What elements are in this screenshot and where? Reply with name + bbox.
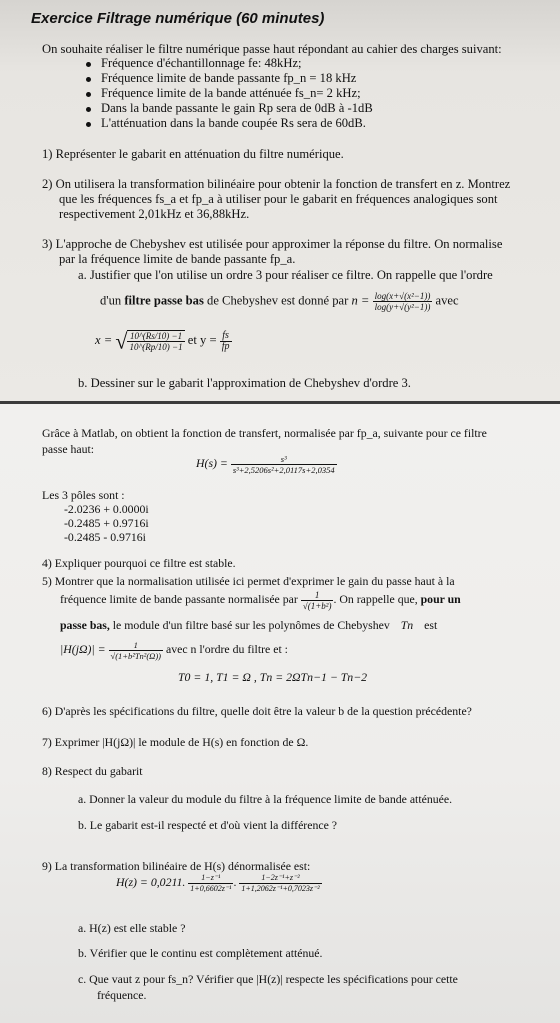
question-2-line: que les fréquences fs_a et fp_a à utiliser pour le gabarit en fréquences analogiques sont bbox=[59, 192, 498, 206]
order-formula bbox=[373, 291, 433, 312]
pole-value: -0.2485 - 0.9716i bbox=[64, 530, 146, 544]
hs-numerator: s³ bbox=[231, 454, 337, 465]
y-numerator: fs bbox=[220, 331, 232, 342]
poles-title: Les 3 pôles sont : bbox=[42, 488, 125, 502]
q3a-text: de Chebyshev est donné par bbox=[207, 293, 349, 308]
question-3a-formula-line bbox=[100, 291, 459, 312]
q5-text: fréquence limite de bande passante normalisée par bbox=[60, 592, 298, 607]
q5-text: . On rappelle que, bbox=[333, 592, 418, 607]
pole-value: -2.0236 + 0.0000i bbox=[64, 502, 149, 516]
hz-f2-numerator: 1−2z⁻¹+z⁻² bbox=[239, 873, 321, 884]
spec-item: Fréquence limite de bande passante fp_n = 18 kHz bbox=[101, 71, 357, 85]
question-6: 6) D'après les spécifications du filtre, quelle doit être la valeur b de la question précédente? bbox=[42, 704, 472, 718]
gain-denominator: √(1+b²) bbox=[302, 601, 332, 611]
y-denominator: fp bbox=[221, 340, 230, 352]
question-2-line: respectivement 2,01kHz et 36,88kHz. bbox=[59, 207, 250, 221]
avec-text: avec bbox=[435, 293, 459, 308]
x-label: x = bbox=[95, 332, 113, 347]
hj-denominator: √(1+b²Tn²(Ω)) bbox=[110, 651, 161, 661]
question-9c-line: c. Que vaut z pour fs_n? Vérifier que |H(z)| respecte les spécifications pour cette bbox=[78, 972, 458, 986]
intro-text: On souhaite réaliser le filtre numérique passe haut répondant au cahier des charges suivant: bbox=[42, 42, 502, 56]
hs-fraction bbox=[231, 454, 337, 475]
question-7: 7) Exprimer |H(jΩ)| le module de H(s) en fonction de Ω. bbox=[42, 735, 309, 749]
tn-label: Tn bbox=[400, 618, 414, 632]
x-y-definition bbox=[95, 330, 232, 352]
q5-text: est bbox=[424, 618, 438, 632]
question-8b: b. Le gabarit est-il respecté et d'où vient la différence ? bbox=[78, 818, 338, 832]
page-1 bbox=[0, 0, 560, 401]
q5-bold-text: passe bas, bbox=[60, 618, 110, 632]
spec-item: Dans la bande passante le gain Rp sera de 0dB à -1dB bbox=[101, 101, 373, 115]
hs-label: H(s) = bbox=[196, 456, 228, 471]
x-denominator: 10^(Rp/10) −1 bbox=[129, 342, 183, 352]
spec-item: L'atténuation dans la bande coupée Rs sera de 60dB. bbox=[101, 116, 366, 130]
q5-bold-text: pour un bbox=[420, 592, 461, 607]
question-8a: a. Donner la valeur du module du filtre à la fréquence limite de bande atténuée. bbox=[78, 792, 453, 806]
x-formula bbox=[127, 330, 184, 352]
q3a-text: d'un bbox=[100, 293, 122, 308]
question-3b: b. Dessiner sur le gabarit l'approximation de Chebyshev d'ordre 3. bbox=[78, 376, 411, 390]
question-9: 9) La transformation bilinéaire de H(s) dénormalisée est: bbox=[42, 859, 311, 873]
hz-f1-denominator: 1+0,6602z⁻¹ bbox=[190, 884, 232, 893]
spec-item: Fréquence d'échantillonnage fe: 48kHz; bbox=[101, 56, 302, 70]
hj-fraction bbox=[109, 640, 163, 661]
bullet-icon bbox=[86, 122, 91, 127]
question-4: 4) Expliquer pourquoi ce filtre est stable. bbox=[42, 556, 236, 570]
question-3-line: par la fréquence limite de bande passante fp_a. bbox=[59, 252, 296, 266]
hz-fraction-1 bbox=[188, 873, 233, 894]
matlab-intro-line: passe haut: bbox=[42, 442, 95, 456]
question-8: 8) Respect du gabarit bbox=[42, 764, 143, 778]
question-3-line: 3) L'approche de Chebyshev est utilisée pour approximer la réponse du filtre. On normalise bbox=[42, 237, 503, 251]
hz-label: H(z) = 0,0211. bbox=[116, 875, 186, 890]
order-numerator: log(x+√(x²−1)) bbox=[374, 291, 431, 301]
spec-item: Fréquence limite de la bande atténuée fs_n= 2 kHz; bbox=[101, 86, 361, 100]
question-9b: b. Vérifier que le continu est complètement atténué. bbox=[78, 946, 323, 960]
hz-dot: . bbox=[233, 875, 237, 890]
question-5-line bbox=[60, 618, 437, 632]
chebyshev-module-formula bbox=[60, 640, 288, 661]
q5-text: avec n l'ordre du filtre et : bbox=[165, 642, 288, 657]
gain-numerator: 1 bbox=[301, 590, 334, 601]
hz-f1-numerator: 1−z⁻¹ bbox=[188, 873, 233, 884]
gain-fraction bbox=[301, 590, 334, 611]
hz-transfer-function bbox=[116, 873, 322, 894]
chebyshev-recurrence: T0 = 1, T1 = Ω , Tn = 2ΩTn−1 − Tn−2 bbox=[178, 670, 368, 684]
question-2-line: 2) On utilisera la transformation bilinéaire pour obtenir la fonction de transfert en z. Montrez bbox=[42, 177, 511, 191]
matlab-intro-line: Grâce à Matlab, on obtient la fonction de transfert, normalisée par fp_a, suivante pour ce filtre bbox=[42, 426, 487, 440]
question-9a: a. H(z) est elle stable ? bbox=[78, 921, 186, 935]
question-1: 1) Représenter le gabarit en atténuation du filtre numérique. bbox=[42, 147, 344, 161]
x-numerator: 10^(Rs/10) −1 bbox=[127, 331, 184, 342]
page-2 bbox=[0, 404, 560, 1023]
order-denominator: log(y+√(y²−1)) bbox=[374, 302, 431, 312]
question-5-line bbox=[60, 590, 461, 611]
q3a-bold-text: filtre passe bas bbox=[124, 293, 204, 308]
bullet-icon bbox=[86, 92, 91, 97]
question-9c-line: fréquence. bbox=[97, 988, 147, 1002]
sqrt-icon: √ bbox=[115, 328, 128, 354]
question-3a-line: a. Justifier que l'on utilise un ordre 3 pour réaliser ce filtre. On rappelle que l'ordre bbox=[78, 268, 493, 282]
n-label: n = bbox=[351, 293, 370, 308]
q5-text: le module d'un filtre basé sur les polynômes de Chebyshev bbox=[112, 618, 390, 632]
exercise-title: Exercice Filtrage numérique (60 minutes) bbox=[31, 10, 325, 27]
bullet-icon bbox=[86, 107, 91, 112]
pole-value: -0.2485 + 0.9716i bbox=[64, 516, 149, 530]
bullet-icon bbox=[86, 77, 91, 82]
hj-label: |H(jΩ)| = bbox=[60, 642, 106, 657]
hz-fraction-2 bbox=[239, 873, 321, 894]
hz-f2-denominator: 1+1,2062z⁻¹+0,7023z⁻² bbox=[241, 884, 320, 893]
question-5-line: 5) Montrer que la normalisation utilisée ici permet d'exprimer le gain du passe haut à la bbox=[42, 574, 455, 588]
bullet-icon bbox=[86, 62, 91, 67]
hj-numerator: 1 bbox=[109, 640, 163, 651]
hs-denominator: s³+2,5206s²+2,0117s+2,0354 bbox=[232, 465, 335, 475]
et-y-label: et y = bbox=[187, 332, 217, 347]
y-formula bbox=[220, 331, 232, 352]
hs-transfer-function bbox=[196, 454, 337, 475]
